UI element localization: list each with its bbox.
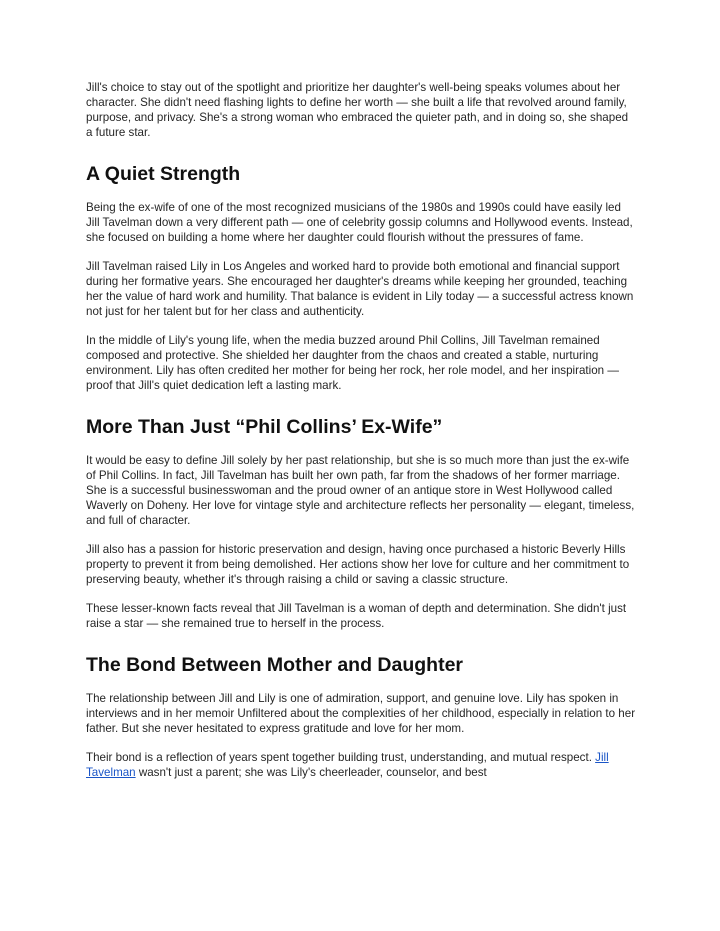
paragraph-text-after-link: wasn't just a parent; she was Lily's cheerleader, counselor, and best [135,766,487,779]
paragraph-with-link [86,750,636,780]
paragraph: Being the ex-wife of one of the most recognized musicians of the 1980s and 1990s could have easily led Jill Tavelman down a very different path — one of celebrity gossip columns and Hollywood events. Instead, she focused on building a home where her daughter could flourish without the pressures of fame. [86,201,633,244]
paragraph: In the middle of Lily's young life, when the media buzzed around Phil Collins, Jill Tavelman remained composed and protective. She shielded her daughter from the chaos and created a stable, nurturing environment. Lily has often credited her mother for being her rock, her role model, and her inspiration — proof that Jill's quiet dedication left a lasting mark. [86,334,619,392]
paragraph-text-before-link: Their bond is a reflection of years spent together building trust, understanding, and mutual respect. [86,751,596,764]
section-heading: The Bond Between Mother and Daughter [86,654,464,676]
jill-tavelman-link[interactable]: Jill Tavelman [86,751,609,779]
section-mother-daughter-bond [86,653,636,780]
section-heading: More Than Just “Phil Collins’ Ex-Wife” [86,416,443,438]
paragraph: Jill Tavelman raised Lily in Los Angeles and worked hard to provide both emotional and financial support during her formative years. She encouraged her daughter's dreams while keeping her grounded, teaching her the value of hard work and humility. That balance is evident in Lily today — a successful actress known not just for her talent but for her class and authenticity. [86,260,634,318]
paragraph: The relationship between Jill and Lily is one of admiration, support, and genuine love. Lily has spoken in interviews and in her memoir Unfiltered about the complexities of her childhood, especially in relation to her father. But she never hesitated to express gratitude and love for her mom. [86,692,636,735]
section-quiet-strength [86,162,636,393]
paragraph: Jill also has a passion for historic preservation and design, having once purchased a historic Beverly Hills property to prevent it from being demolished. Her actions show her love for culture and her commitment to preserving beauty, whether it's through raising a child or saving a classic structure. [86,543,630,586]
section-heading: A Quiet Strength [86,163,241,185]
paragraph: These lesser-known facts reveal that Jill Tavelman is a woman of depth and determination. She didn't just raise a star — she remained true to herself in the process. [86,602,627,630]
paragraph: It would be easy to define Jill solely by her past relationship, but she is so much more than just the ex-wife of Phil Collins. In fact, Jill Tavelman has built her own path, far from the shadows of her former marriage. She is a successful businesswoman and the proud owner of an antique store in West Hollywood called Waverly on Doheny. Her love for vintage style and architecture reflects her personality — elegant, timeless, and full of character. [86,454,635,527]
section-more-than-ex-wife [86,415,636,631]
intro-paragraph: Jill's choice to stay out of the spotlight and prioritize her daughter's well-being speaks volumes about her character. She didn't need flashing lights to define her worth — she built a life that revolved around family, purpose, and privacy. She's a strong woman who embraced the quieter path, and in doing so, she shaped a future star. [86,81,629,139]
